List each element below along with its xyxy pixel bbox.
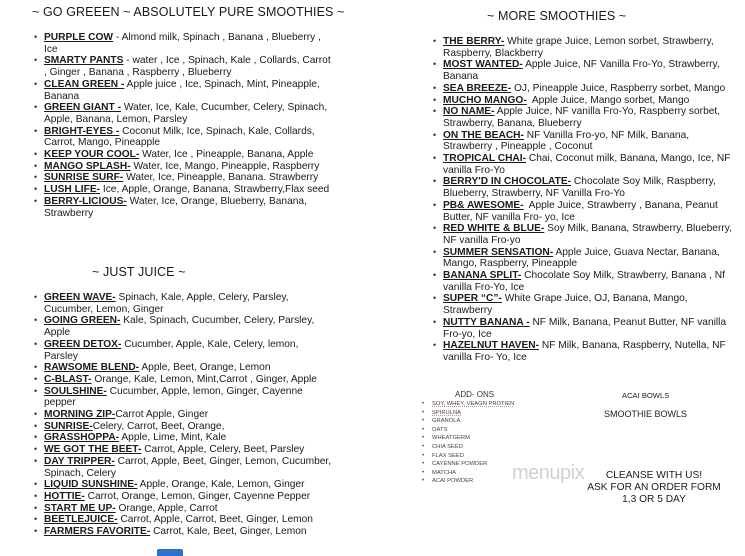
menu-item-name: BANANA SPLIT- [443, 270, 522, 282]
menu-item-ingredients: Chocolate Soy Milk, Strawberry, Banana , Nf vanilla Fro-Yo, Ice [443, 270, 725, 293]
menu-item-ingredients: Water, Ice , Pineapple, Banana, Apple [142, 149, 314, 161]
menu-item [443, 317, 733, 340]
menu-item-ingredients: Apple, Lime, Mint, Kale [121, 432, 227, 444]
menu-item-name: BEETLEJUICE- [44, 514, 118, 526]
menu-item [443, 200, 733, 223]
menu-item-ingredients: Soy Milk, Banana, Strawberry, Blueberry, NF vanilla Fro-yo [443, 223, 732, 246]
add-on-item: • ACAI POWDER [432, 477, 514, 486]
menu-item-ingredients: Water, Ice, Pineapple, Banana. Strawberry [126, 172, 319, 184]
menu-item-ingredients: Coconut Milk, Ice, Spinach, Kale, Collards, Carrot, Mango, Pineapple [44, 125, 315, 149]
menu-item-ingredients: Apple, Beet, Orange, Lemon [141, 362, 271, 374]
go-green-title: ~ GO GREEEN ~ ABSOLUTELY PURE SMOOTHIES ~ [32, 5, 345, 19]
menu-item-name: LIQUID SUNSHINE- [44, 479, 138, 491]
menu-item [44, 292, 334, 315]
menu-item-name: HOTTIE- [44, 490, 85, 502]
menu-item-ingredients: Apple, Orange, Kale, Lemon, Ginger [139, 479, 305, 491]
menu-item-name: GREEN DETOX- [44, 338, 122, 350]
menu-item-name: SUNRISE SURF- [44, 172, 124, 184]
menu-item-name: START ME UP- [44, 502, 116, 514]
menu-item-name: SUMMER SENSATION- [443, 246, 554, 258]
menu-item-name: PB& AWESOME- [443, 199, 524, 211]
menu-item-name: BERRY-LICIOUS- [44, 195, 127, 207]
menu-item [44, 432, 334, 444]
add-on-item: • OATS [432, 426, 514, 435]
menu-item-ingredients: Spinach, Kale, Apple, Celery, Parsley, Cucumber, Lemon, Ginger [44, 292, 289, 315]
menu-item [44, 444, 334, 456]
menu-item [443, 95, 733, 107]
menu-item-name: NO NAME- [443, 106, 495, 118]
menu-item-ingredients: Orange, Kale, Lemon, Mint,Carrot , Ginger, Apple [94, 373, 317, 385]
menu-item-ingredients: Apple Juice, Guava Nectar, Banana, Mango, Raspberry, Pineapple [443, 246, 720, 270]
menu-item-ingredients: Apple Juice, Mango sorbet, Mango [531, 94, 690, 106]
menu-item [44, 172, 334, 184]
menu-item [44, 362, 334, 374]
cleanse-line-1: CLEANSE WITH US! [605, 470, 703, 481]
cleanse-notice [574, 470, 734, 506]
menu-item [443, 247, 733, 270]
menu-item [443, 293, 733, 316]
menu-item-ingredients: Kale, Spinach, Cucumber, Celery, Parsley, Apple [44, 315, 315, 339]
menu-item [44, 409, 334, 421]
menu-item-ingredients: Water, Ice, Orange, Blueberry, Banana, Strawberry [44, 195, 307, 219]
menu-item-name: DAY TRIPPER- [44, 455, 115, 467]
smoothie-bowls-heading: SMOOTHIE BOWLS [604, 409, 688, 419]
menu-item [44, 126, 334, 149]
menu-item [443, 223, 733, 246]
menu-item-name: WE GOT THE BEET- [44, 444, 142, 456]
menu-item-name: THE BERRY- [443, 36, 505, 47]
menu-item [44, 184, 334, 196]
menu-item-ingredients: Carrot, Apple, Celery, Beet, Parsley [144, 444, 305, 456]
menu-item [44, 456, 334, 479]
menu-item [44, 149, 334, 161]
menu-item-ingredients: Ice, Apple, Orange, Banana, Strawberry,Flax seed [102, 184, 330, 196]
menu-item [44, 503, 334, 515]
menu-item-ingredients: Water, Ice, Kale, Cucumber, Celery, Spinach, Apple, Banana, Lemon, Parsley [44, 102, 328, 125]
menu-item-ingredients: NF Milk, Banana, Raspberry, Nutella, NF vanilla Fro- Yo, Ice [443, 340, 726, 363]
menu-item-ingredients: Apple Juice, NF Vanilla Fro-Yo, Strawberry, Banana [443, 59, 720, 83]
menu-item-name: GREEN WAVE- [44, 292, 116, 303]
add-on-item: • WHEATGERM [432, 434, 514, 443]
cleanse-line-2: ASK FOR AN ORDER FORM [587, 482, 721, 493]
more-smoothies-title: ~ MORE SMOOTHIES ~ [487, 9, 627, 23]
menu-item [44, 196, 334, 219]
menu-item-name: NUTTY BANANA - [443, 316, 530, 328]
just-juice-list [44, 292, 334, 538]
menu-item-name: CLEAN GREEN - [44, 78, 125, 90]
menu-item-ingredients: Cucumber, Apple, lemon, Ginger, Cayenne pepper [44, 385, 303, 409]
add-on-item: • GRANOLA [432, 417, 514, 426]
menu-item-name: FARMERS FAVORITE- [44, 526, 151, 538]
menu-item [44, 479, 334, 491]
menu-item [44, 339, 334, 362]
menu-item-name: SMARTY PANTS [44, 55, 124, 67]
menu-item-name: GRASSHOPPA- [44, 432, 120, 444]
menu-item-ingredients: Chocolate Soy Milk, Raspberry, Blueberry, Strawberry, NF Vanilla Fro-Yo [443, 176, 716, 200]
menu-item-ingredients: Almond milk, Spinach , Banana , Blueberry , Ice [44, 32, 321, 55]
menu-item-name: KEEP YOUR COOL- [44, 149, 140, 161]
menu-item-ingredients: Carrot Apple, Ginger [115, 409, 209, 421]
add-on-item: • CAYENNE POWDER [432, 460, 514, 469]
menu-item-name: C-BLAST- [44, 373, 92, 385]
add-on-item: • SPIRULNA [432, 409, 514, 418]
menu-item-name: LUSH LIFE- [44, 184, 101, 196]
menu-item-ingredients: Carrot, Apple, Beet, Ginger, Lemon, Cucumber, Spinach, Celery [44, 455, 332, 479]
menu-item [44, 55, 334, 78]
add-on-item: • MATCHA [432, 469, 514, 478]
cleanse-line-3: 1,3 OR 5 DAY [622, 494, 686, 505]
menu-item-ingredients: Apple Juice, Strawberry , Banana, Peanut Butter, NF vanilla Fro- yo, Ice [443, 199, 718, 223]
menu-item-ingredients: NF Vanilla Fro-yo, NF Milk, Banana, Strawberry , Pineapple , Coconut [443, 129, 690, 153]
menu-item-ingredients: White Grape Juice, OJ, Banana, Mango, Strawberry [443, 293, 688, 317]
menu-item [443, 130, 733, 153]
menu-item-name: MANGO SPLASH- [44, 160, 131, 172]
menu-item-ingredients: Celery, Carrot, Beet, Orange, [92, 420, 225, 432]
just-juice-title: ~ JUST JUICE ~ [92, 265, 186, 279]
more-smoothies-list [443, 36, 733, 364]
menu-item-ingredients: Apple Juice, NF vanilla Fro-Yo, Raspberry sorbet, Strawberry, Banana, Blueberry [443, 106, 721, 129]
menu-item [443, 106, 733, 129]
menu-item [443, 83, 733, 95]
menu-item-separator: - [113, 32, 122, 43]
menu-item-name: TROPICAL CHAI- [443, 153, 527, 165]
menu-item [443, 340, 733, 363]
menu-item [44, 161, 334, 173]
menu-item-ingredients: OJ, Pineapple Juice, Raspberry sorbet, Mango [513, 82, 726, 94]
menu-item-name: ON THE BEACH- [443, 129, 524, 141]
menu-item [443, 59, 733, 82]
menu-item [443, 176, 733, 199]
menu-item [44, 491, 334, 503]
menu-item-name: RAWSOME BLEND- [44, 362, 140, 374]
go-green-smoothie-list [44, 32, 334, 219]
menu-item-ingredients: Cucumber, Apple, Kale, Celery, lemon, Parsley [44, 338, 299, 362]
menu-item-name: HAZELNUT HAVEN- [443, 340, 540, 352]
menu-item [44, 386, 334, 409]
menu-item-name: GOING GREEN- [44, 315, 121, 327]
menu-item [44, 32, 334, 55]
menu-item-name: SEA BREEZE- [443, 82, 512, 94]
menu-item [44, 526, 334, 538]
menu-item [443, 153, 733, 176]
menu-item-name: MORNING ZIP- [44, 409, 116, 421]
menu-item-name: SUNRISE- [44, 420, 93, 432]
menu-item [44, 315, 334, 338]
menu-item-ingredients: Chai, Coconut milk, Banana, Mango, Ice, NF vanilla Fro-Yo [443, 153, 731, 176]
menu-item-ingredients: Carrot, Kale, Beet, Ginger, Lemon [153, 526, 307, 538]
menu-item-name: SOULSHINE- [44, 385, 107, 397]
menu-item [443, 36, 733, 59]
menu-item-name: PURPLE COW [44, 32, 114, 43]
menu-item-ingredients: Apple juice , Ice, Spinach, Mint, Pineapple, Banana [44, 78, 320, 102]
add-ons-title: ADD- ONS [455, 390, 495, 399]
menu-item-ingredients: Water, Ice, Mango, Pineapple, Raspberry [133, 160, 320, 172]
menu-item-name: MUCHO MANGO- [443, 94, 527, 106]
menu-item-name: SUPER “C”- [443, 293, 502, 305]
menu-item-name: RED WHITE & BLUE- [443, 223, 545, 235]
add-on-item: • CHIA SEED [432, 443, 514, 452]
add-on-item: • SOY, WHEY, VEAGN PROTIEN [432, 400, 514, 409]
menu-item-name: BERRY'D IN CHOCOLATE- [443, 176, 572, 188]
menu-item-name: GREEN GIANT - [44, 102, 121, 114]
menu-item-separator: - [123, 55, 133, 67]
menu-item-name: BRIGHT-EYES - [44, 125, 120, 137]
menu-item [44, 421, 334, 433]
menu-item-ingredients: White grape Juice, Lemon sorbet, Strawberry, Raspberry, Blackberry [443, 36, 714, 59]
menu-item-name: MOST WANTED- [443, 59, 523, 71]
add-ons-list [432, 400, 514, 486]
menu-item-ingredients: water , Ice , Spinach, Kale , Collards, Carrot , Ginger , Banana , Raspberry , Blueberry [44, 55, 331, 79]
blue-overlay-tab[interactable] [157, 549, 183, 556]
menu-item-ingredients: Carrot, Orange, Lemon, Ginger, Cayenne Pepper [87, 490, 311, 502]
menu-item-ingredients: Orange, Apple, Carrot [118, 502, 218, 514]
menu-item [44, 79, 334, 102]
menu-item-ingredients: NF Milk, Banana, Peanut Butter, NF vanilla Fro-yo, Ice [443, 316, 727, 340]
add-on-item: • FLAX SEED [432, 452, 514, 461]
acai-bowls-heading: ACAI BOWLS [622, 391, 670, 400]
menu-item [443, 270, 733, 293]
menu-item-ingredients: Carrot, Apple, Carrot, Beet, Ginger, Lemon [120, 514, 313, 526]
menupix-watermark: menupix [512, 462, 585, 484]
menu-item [44, 374, 334, 386]
menu-item [44, 514, 334, 526]
menu-item [44, 102, 334, 125]
